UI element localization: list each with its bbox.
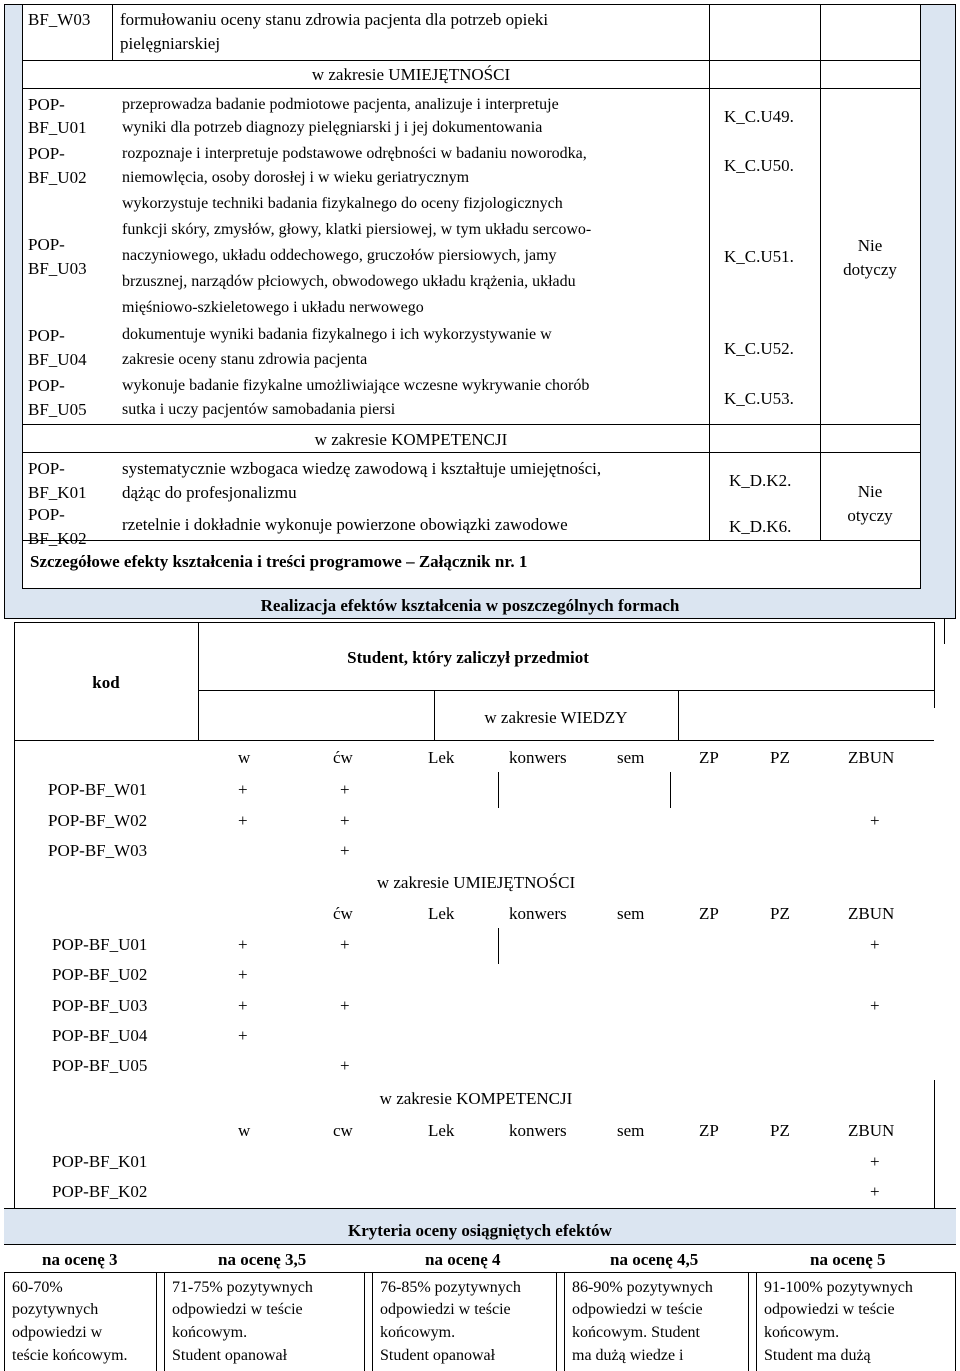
comp-code: BF_K01: [28, 483, 87, 502]
grade-label: na ocenę 3,5: [218, 1250, 307, 1269]
border-top: [4, 4, 956, 5]
criteria-desc: Student opanował: [172, 1347, 288, 1364]
row-code-u02: POP-BF_U02: [52, 965, 148, 984]
comp-code: POP-: [28, 505, 65, 524]
grid-line: [498, 772, 499, 808]
col-pz: PZ: [770, 748, 790, 767]
comp-ref: K_D.K6.: [729, 517, 792, 536]
realization-inner-top: [14, 622, 934, 623]
col-pz: PZ: [770, 904, 790, 923]
col-w: w: [238, 1121, 251, 1140]
skill-code: POP-: [28, 376, 65, 395]
criteria-desc: Student ma dużą: [764, 1347, 871, 1364]
skill-ref: K_C.U49.: [724, 107, 794, 126]
row-code-u05: POP-BF_U05: [52, 1056, 148, 1075]
mark: +: [870, 811, 880, 830]
header-bottom-line: [14, 740, 934, 741]
row-line-5: [22, 540, 921, 541]
student-sub-top: [198, 690, 934, 691]
mark: +: [340, 811, 350, 830]
skill-ref: K_C.U51.: [724, 247, 794, 266]
skill-code: POP-: [28, 95, 65, 114]
col-pz: PZ: [770, 1121, 790, 1140]
criteria-desc: odpowiedzi w teście: [572, 1301, 703, 1318]
skill-code: BF_U05: [28, 400, 87, 419]
skill-code: BF_U03: [28, 259, 87, 278]
criteria-title: Kryteria oceny osiągniętych efektów: [348, 1221, 612, 1240]
row-code-w01: POP-BF_W01: [48, 780, 148, 799]
criteria-desc: odpowiedzi w: [12, 1324, 103, 1341]
criteria-col: [955, 1272, 956, 1371]
skill-desc: brzusznej, narządów płciowych, obwodowego układu krążenia, układu: [122, 273, 576, 290]
row-code-k01: POP-BF_K01: [52, 1152, 148, 1171]
skill-desc: mięśniowo-szkieletowego i układu nerwowego: [122, 299, 424, 316]
criteria-title-bottom: [4, 1244, 956, 1245]
criteria-desc: 76-85% pozytywnych: [380, 1279, 521, 1296]
border-left-outer: [4, 4, 5, 618]
mark: +: [340, 935, 350, 954]
realization-title: Realizacja efektów kształcenia w poszczególnych formach: [260, 596, 680, 615]
col-konwers: konwers: [509, 904, 567, 923]
skill-code: BF_U01: [28, 118, 87, 137]
row-line-6: [22, 588, 921, 589]
criteria-desc: końcowym.: [764, 1324, 840, 1341]
row-line-1: [22, 60, 921, 61]
row-code-k02: POP-BF_K02: [52, 1182, 148, 1201]
border-right-outer: [955, 4, 956, 618]
criteria-desc: teście końcowym.: [12, 1347, 128, 1364]
criteria-desc: końcowym.: [172, 1324, 248, 1341]
skill-desc: sutka i uczy pacjentów samobadania piersi: [122, 401, 396, 418]
skills-header: w zakresie UMIEJĘTNOŚCI: [311, 65, 511, 84]
comp-desc: systematycznie wzbogaca wiedzę zawodową i kształtuje umiejętności,: [122, 459, 602, 478]
grade-label: na ocenę 4,5: [610, 1250, 699, 1269]
criteria-desc: ma dużą wiedze i: [572, 1347, 684, 1364]
skill-desc: naczyniowego, układu oddechowego, gruczołów piersiowych, jamy: [122, 247, 557, 264]
criteria-col: [372, 1272, 373, 1371]
realization-left-line: [14, 622, 15, 1208]
border-left: [22, 4, 23, 588]
comp-note: otyczy: [847, 506, 893, 525]
row-code-w03: POP-BF_W03: [48, 841, 148, 860]
col-zp: ZP: [699, 748, 719, 767]
grades-bottom-line: [4, 1272, 956, 1273]
mark: +: [340, 841, 350, 860]
criteria-top-line: [4, 1208, 956, 1209]
skill-desc: funkcji skóry, zmysłów, głowy, klatki piersiowej, w tym układu sercowo-: [122, 221, 592, 238]
grade-label: na ocenę 3: [42, 1250, 118, 1269]
border-right: [920, 4, 921, 588]
mark: +: [238, 996, 248, 1015]
row-code-w02: POP-BF_W02: [48, 811, 148, 830]
row-code-u01: POP-BF_U01: [52, 935, 148, 954]
skill-desc: wykonuje badanie fizykalne umożliwiające wczesne wykrywanie chorób: [122, 377, 590, 394]
criteria-desc: końcowym.: [380, 1324, 456, 1341]
criteria-col: [156, 1272, 157, 1371]
mark: +: [870, 935, 880, 954]
col-cw: ćw: [333, 748, 353, 767]
realization-comp-header: w zakresie KOMPETENCJI: [379, 1089, 573, 1108]
skills-note: Nie: [857, 236, 883, 255]
comp-desc: dążąc do profesjonalizmu: [122, 483, 297, 502]
col-lek: Lek: [428, 1121, 455, 1140]
kod-header: kod: [92, 673, 120, 692]
mark: +: [238, 811, 248, 830]
grade-label: na ocenę 4: [425, 1250, 501, 1269]
criteria-col: [556, 1272, 557, 1371]
criteria-desc: 60-70%: [12, 1279, 63, 1296]
criteria-desc: odpowiedzi w teście: [380, 1301, 511, 1318]
mark: +: [870, 996, 880, 1015]
grid-line: [498, 928, 499, 964]
skill-desc: zakresie oceny stanu zdrowia pacjenta: [122, 351, 368, 368]
skill-desc: wyniki dla potrzeb diagnozy pielęgniarski j i jej dokumentowania: [122, 119, 543, 136]
student-sub-line-2: [678, 690, 679, 740]
row-line-2: [22, 88, 921, 89]
col-zbun: ZBUN: [848, 1121, 895, 1140]
grade-label: na ocenę 5: [810, 1250, 886, 1269]
realization-right-line: [934, 622, 935, 708]
skill-ref: K_C.U53.: [724, 389, 794, 408]
skill-code: BF_U04: [28, 350, 87, 369]
col-sem: sem: [617, 904, 645, 923]
skill-code: POP-: [28, 235, 65, 254]
mark: +: [238, 780, 248, 799]
skill-code: BF_U02: [28, 168, 87, 187]
col-w: w: [238, 748, 251, 767]
mark: +: [238, 935, 248, 954]
skill-desc: dokumentuje wyniki badania fizykalnego i ich wykorzystywanie w: [122, 326, 552, 343]
comp-note: Nie: [857, 482, 883, 501]
col-sem: sem: [617, 1121, 645, 1140]
criteria-desc: Student opanował: [380, 1347, 496, 1364]
mark: +: [340, 1056, 350, 1075]
criteria-col: [756, 1272, 757, 1371]
col-zp: ZP: [699, 1121, 719, 1140]
row-line-4: [22, 452, 921, 453]
knowledge-header: w zakresie WIEDZY: [484, 708, 628, 727]
criteria-desc: 71-75% pozytywnych: [172, 1279, 313, 1296]
row-code-u04: POP-BF_U04: [52, 1026, 148, 1045]
col-zp: ZP: [699, 904, 719, 923]
mark: +: [238, 965, 248, 984]
mark: +: [340, 780, 350, 799]
criteria-desc: końcowym. Student: [572, 1324, 700, 1341]
criteria-desc: odpowiedzi w teście: [764, 1301, 895, 1318]
student-header: Student, który zaliczył przedmiot: [347, 648, 589, 667]
col-konwers: konwers: [509, 1121, 567, 1140]
comp-code: BF_K02: [28, 529, 87, 548]
comp-code: POP-: [28, 459, 65, 478]
skill-ref: K_C.U52.: [724, 339, 794, 358]
skill-ref: K_C.U50.: [724, 156, 794, 175]
criteria-col: [748, 1272, 749, 1371]
skill-code: POP-: [28, 144, 65, 163]
criteria-col: [4, 1272, 5, 1371]
w03-desc-line: pielęgniarskiej: [120, 34, 221, 53]
col-lek: Lek: [428, 748, 455, 767]
col-sem: sem: [617, 748, 645, 767]
row-code-u03: POP-BF_U03: [52, 996, 148, 1015]
skill-desc: rozpoznaje i interpretuje podstawowe odrębności w badaniu noworodka,: [122, 145, 587, 162]
comp-desc: rzetelnie i dokładnie wykonuje powierzone obowiązki zawodowe: [122, 515, 568, 534]
realization-top-line: [4, 618, 956, 619]
mark: +: [870, 1182, 880, 1201]
col-zbun: ZBUN: [848, 904, 895, 923]
col-line-code: [112, 4, 113, 60]
criteria-col: [564, 1272, 565, 1371]
mark: +: [238, 1026, 248, 1045]
criteria-desc: pozytywnych: [12, 1301, 99, 1318]
criteria-col: [164, 1272, 165, 1371]
skill-code: POP-: [28, 326, 65, 345]
kod-col-line: [198, 622, 199, 740]
col-cw: ćw: [333, 904, 353, 923]
realization-skills-header: w zakresie UMIEJĘTNOŚCI: [376, 873, 576, 892]
skills-note: dotyczy: [843, 260, 897, 279]
grid-line: [670, 772, 671, 808]
skill-desc: przeprowadza badanie podmiotowe pacjenta, analizuje i interpretuje: [122, 96, 559, 113]
competences-header: w zakresie KOMPETENCJI: [314, 430, 508, 449]
skill-desc: wykorzystuje techniki badania fizykalnego do oceny fizjologicznych: [122, 195, 563, 212]
criteria-desc: 91-100% pozytywnych: [764, 1279, 913, 1296]
attachment-note: Szczegółowe efekty kształcenia i treści programowe – Załącznik nr. 1: [30, 552, 528, 571]
criteria-desc: 86-90% pozytywnych: [572, 1279, 713, 1296]
criteria-desc: odpowiedzi w teście: [172, 1301, 303, 1318]
row-line-3: [22, 424, 921, 425]
w03-code: BF_W03: [28, 10, 91, 29]
col-zbun: ZBUN: [848, 748, 895, 767]
realization-right-line-2: [944, 618, 945, 644]
criteria-col: [364, 1272, 365, 1371]
skill-desc: niemowlęcia, osoby dorosłej i w wieku geriatrycznym: [122, 169, 470, 186]
col-lek: Lek: [428, 904, 455, 923]
comp-ref: K_D.K2.: [729, 471, 792, 490]
mark: +: [340, 996, 350, 1015]
col-cw: cw: [333, 1121, 353, 1140]
w03-desc-line: formułowaniu oceny stanu zdrowia pacjenta dla potrzeb opieki: [120, 10, 549, 29]
mark: +: [870, 1152, 880, 1171]
col-konwers: konwers: [509, 748, 567, 767]
